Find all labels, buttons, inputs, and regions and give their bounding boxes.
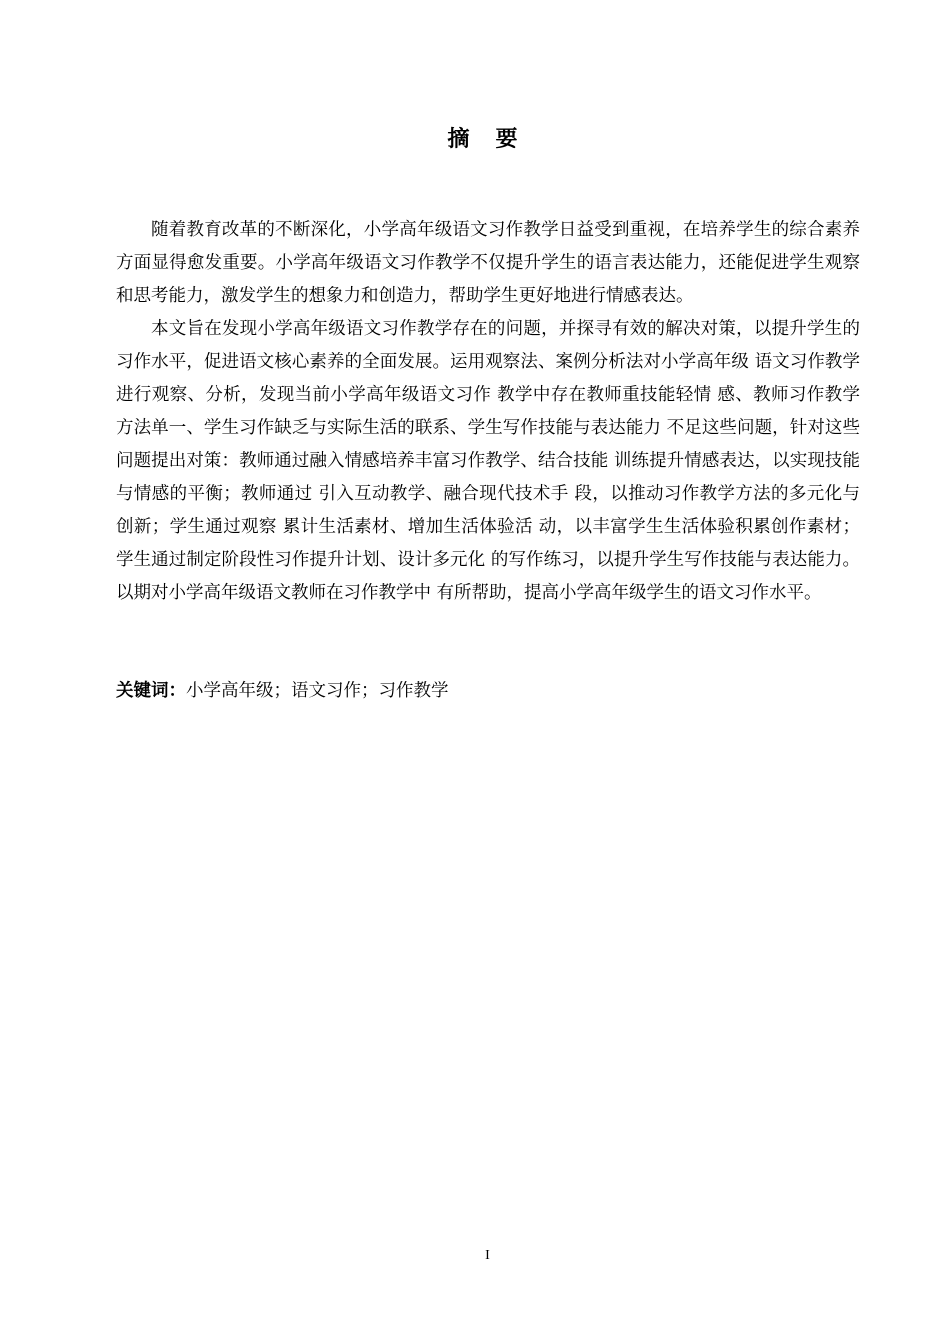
abstract-body [116, 214, 860, 610]
abstract-paragraph-2: 本文旨在发现小学高年级语文习作教学存在的问题，并探寻有效的解决对策，以提升学生的习作水平，促进语文核心素养的全面发展。运用观察法、案例分析法对小学高年级 语文习作教学进行观察、分析，发现当前小学高年级语文习作 教学中存在教师重技能轻情 感、教师习作教学方法单一、学生习作缺乏与实际生活的联系、学生写作技能与表达能力 不足这些问题，针对这些问题提出对策：教师通过融入情感培养丰富习作教学、结合技能 训练提升情感表达，以实现技能与情感的平衡；教师通过 引入互动教学、融合现代技术手 段，以推动习作教学方法的多元化与创新；学生通过观察 累计生活素材、增加生活体验活 动，以丰富学生生活体验积累创作素材；学生通过制定阶段性习作提升计划、设计多元化 的写作练习，以提升学生写作技能与表达能力。以期对小学高年级语文教师在习作教学中 有所帮助，提高小学高年级学生的语文习作水平。 [116, 319, 860, 603]
keywords-value: 小学高年级；语文习作；习作教学 [186, 681, 449, 701]
abstract-paragraph-1: 随着教育改革的不断深化，小学高年级语文习作教学日益受到重视，在培养学生的综合素养方面显得愈发重要。小学高年级语文习作教学不仅提升学生的语言表达能力，还能促进学生观察和思考能力，激发学生的想象力和创造力，帮助学生更好地进行情感表达。 [116, 220, 860, 306]
abstract-title-char-1: 摘 [447, 127, 470, 152]
abstract-title-char-2: 要 [495, 127, 518, 152]
page-number: I [485, 1248, 490, 1263]
keywords-line [116, 677, 449, 705]
abstract-title [0, 122, 950, 153]
keywords-label: 关键词： [116, 681, 186, 701]
